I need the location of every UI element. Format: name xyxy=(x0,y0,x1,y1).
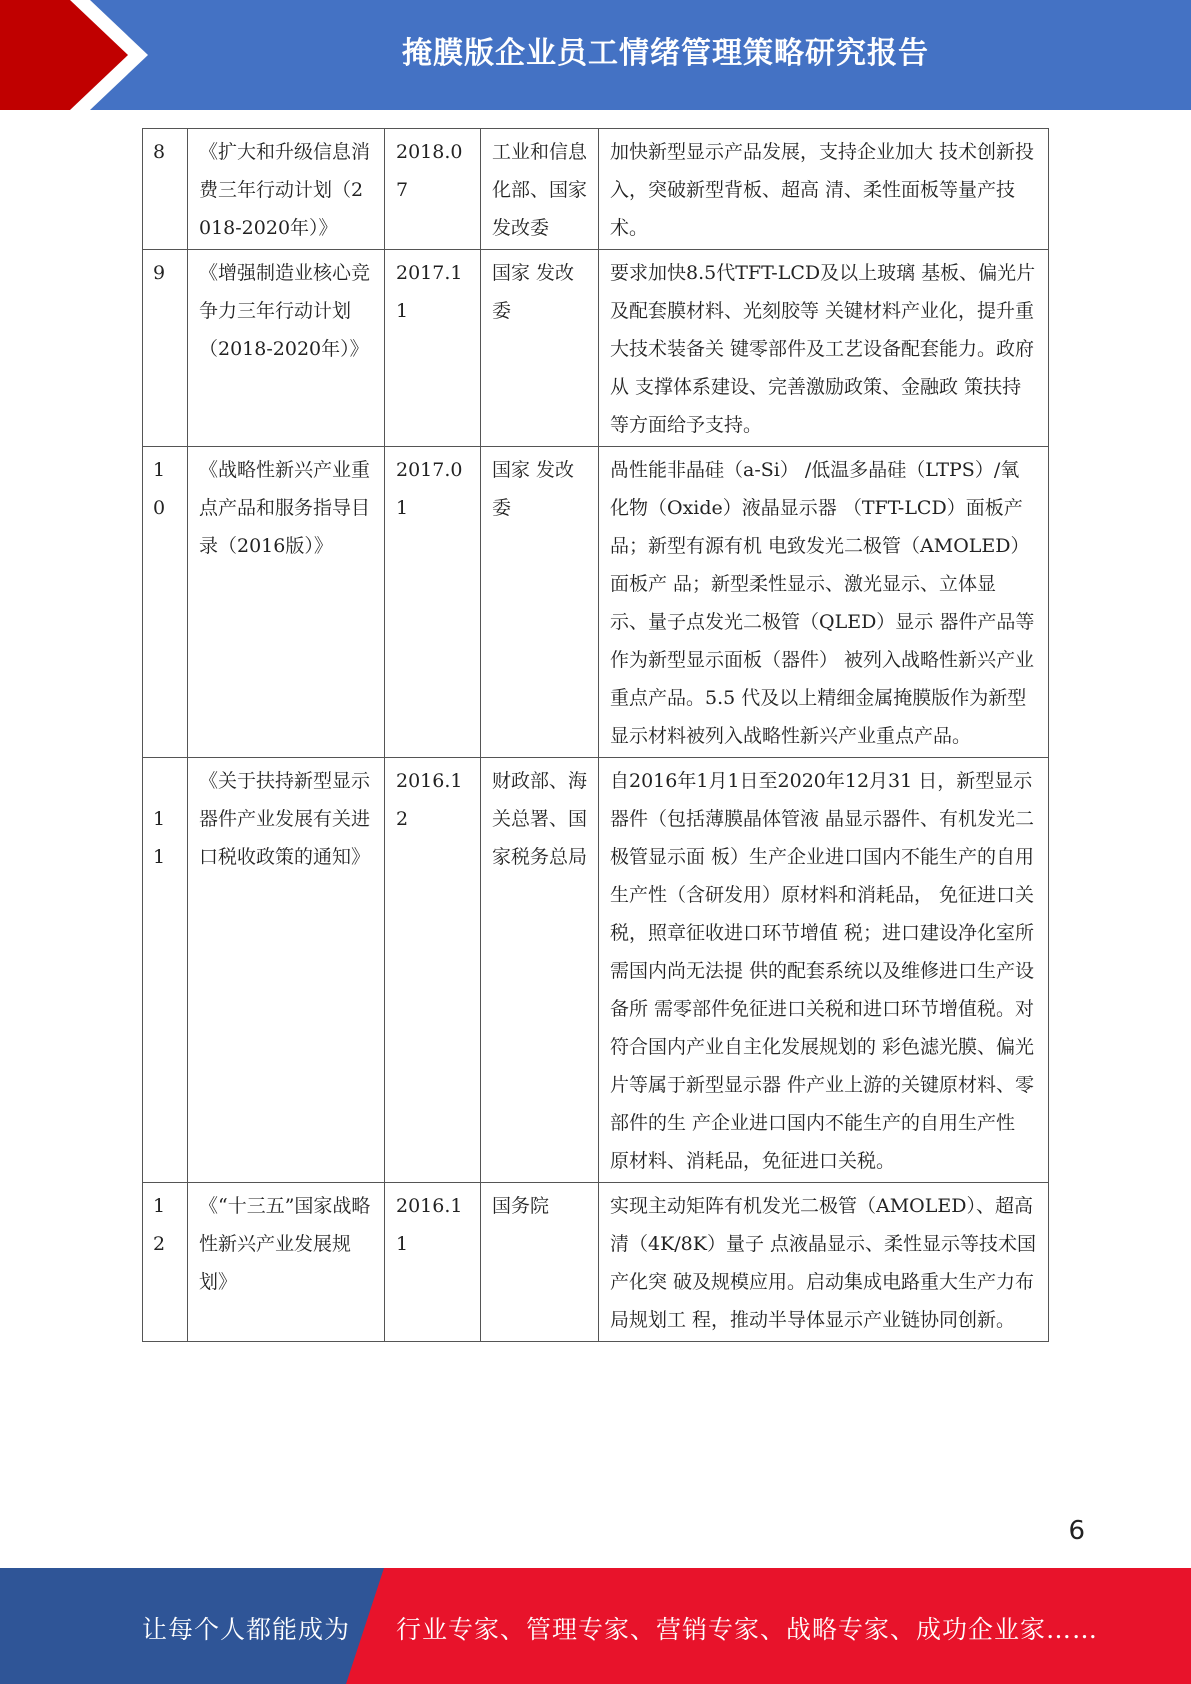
table-row xyxy=(143,250,1049,447)
page-number: 6 xyxy=(1068,1516,1085,1546)
row-number: 11 xyxy=(143,758,188,1183)
policy-name: 《扩大和升级信息消费三年行动计划（2018-2020年）》 xyxy=(188,129,385,250)
issuing-department: 国务院 xyxy=(481,1183,599,1342)
row-number: 9 xyxy=(143,250,188,447)
table-row xyxy=(143,447,1049,758)
table-row xyxy=(143,129,1049,250)
issuing-department: 国家 发改委 xyxy=(481,447,599,758)
footer-slogan-left: 让每个人都能成为 xyxy=(142,1615,351,1644)
policy-content: 加快新型显示产品发展，支持企业加大 技术创新投入，突破新型背板、超高 清、柔性面板等量产技术。 xyxy=(599,129,1049,250)
policy-date: 2016.11 xyxy=(385,1183,481,1342)
policy-date: 2018.07 xyxy=(385,129,481,250)
policy-content: 要求加快8.5代TFT-LCD及以上玻璃 基板、偏光片及配套膜材料、光刻胶等 关键材料产业化，提升重大技术装备关 键零部件及工艺设备配套能力。政府从 支撑体系建设、完善激励政策、金融政 策扶持等方面给予支持。 xyxy=(599,250,1049,447)
footer-slogan-right: 行业专家、管理专家、营销专家、战略专家、成功企业家…… xyxy=(396,1615,1099,1644)
policy-name: 《战略性新兴产业重点产品和服务指导目录（2016版）》 xyxy=(188,447,385,758)
row-number: 8 xyxy=(143,129,188,250)
policy-table xyxy=(142,128,1049,1342)
page-footer xyxy=(0,1568,1191,1684)
policy-name: 《关于扶持新型显示器件产业发展有关进口税收政策的通知》 xyxy=(188,758,385,1183)
row-number: 12 xyxy=(143,1183,188,1342)
issuing-department: 国家 发改委 xyxy=(481,250,599,447)
policy-content: 自2016年1月1日至2020年12月31 日，新型显示器件（包括薄膜晶体管液 晶显示器件、有机发光二极管显示面 板）生产企业进口国内不能生产的自用 生产性（含研发用）原材料和消耗品， 免征进口关税，照章征收进口环节增值 税；进口建设净化室所需国内尚无法提 供的配套系统以及维修进口生产设备所 需零部件免征进口关税和进口环节增值税。对符合国内产业自主化发展规划的 彩色滤光膜、偏光片等属于新型显示器 件产业上游的关键原材料、零部件的生 产企业进口国内不能生产的自用生产性 原材料、消耗品，免征进口关税。 xyxy=(599,758,1049,1183)
page-header xyxy=(0,0,1191,110)
policy-name: 《“十三五”国家战略性新兴产业发展规划》 xyxy=(188,1183,385,1342)
header-chevron-accent xyxy=(0,0,160,110)
policy-content: 实现主动矩阵有机发光二极管（AMOLED）、超高清（4K/8K）量子 点液晶显示、柔性显示等技术国产化突 破及规模应用。启动集成电路重大生产力布局规划工 程，推动半导体显示产业链协同创新。 xyxy=(599,1183,1049,1342)
policy-date: 2017.01 xyxy=(385,447,481,758)
issuing-department: 工业和信息化部、国家发改委 xyxy=(481,129,599,250)
policy-content: 咼性能非晶硅（a-Si） /低温多晶硅（LTPS）/氧化物（Oxide）液晶显示器 （TFT-LCD）面板产品；新型有源有机 电致发光二极管（AMOLED）面板产 品；新型柔性显示、激光显示、立体显 示、量子点发光二极管（QLED）显示 器件产品等作为新型显示面板（器件） 被列入战略性新兴产业重点产品。5.5 代及以上精细金属掩膜版作为新型显示材料被列入战略性新兴产业重点产品。 xyxy=(599,447,1049,758)
issuing-department: 财政部、海关总署、国家税务总局 xyxy=(481,758,599,1183)
table-row xyxy=(143,758,1049,1183)
table-row xyxy=(143,1183,1049,1342)
report-title: 掩膜版企业员工情绪管理策略研究报告 xyxy=(402,36,929,71)
row-number: 10 xyxy=(143,447,188,758)
policy-date: 2017.11 xyxy=(385,250,481,447)
policy-date: 2016.12 xyxy=(385,758,481,1183)
policy-name: 《增强制造业核心竞争力三年行动计划（2018-2020年）》 xyxy=(188,250,385,447)
